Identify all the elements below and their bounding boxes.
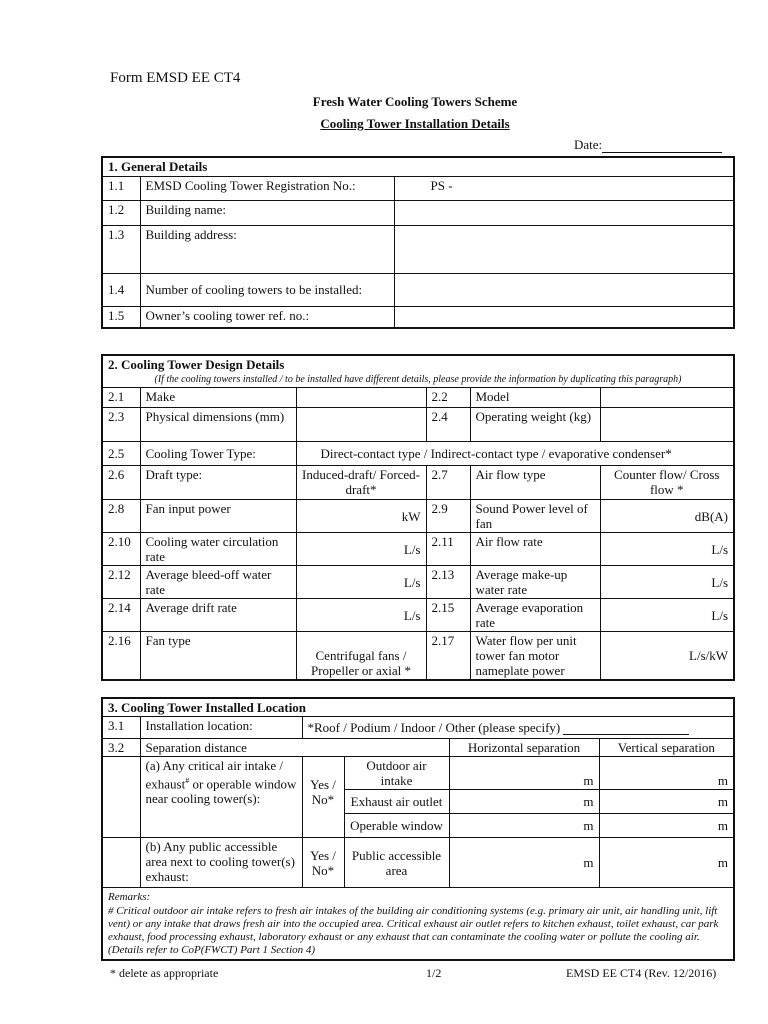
make-label: Make: [140, 388, 296, 408]
air-flow-type-options[interactable]: Counter flow/ Cross flow *: [600, 466, 734, 500]
drift-rate-label: Average drift rate: [140, 599, 296, 632]
building-address-field[interactable]: [394, 225, 734, 273]
empty-cell: [102, 838, 140, 888]
exhaust-air-outlet-vertical[interactable]: m: [599, 790, 734, 814]
tower-count-field[interactable]: [394, 273, 734, 306]
evaporation-rate-label: Average evaporation rate: [470, 599, 600, 632]
dimensions-field[interactable]: [296, 408, 426, 442]
date-line[interactable]: [602, 139, 722, 153]
circulation-rate-field[interactable]: L/s: [296, 533, 426, 566]
critical-intake-yes-no[interactable]: Yes / No*: [302, 757, 344, 838]
row-number: 2.1: [102, 388, 140, 408]
row-number: 2.7: [426, 466, 470, 500]
row-number: 2.10: [102, 533, 140, 566]
row-number: 1.2: [102, 200, 140, 225]
row-number: 2.13: [426, 566, 470, 599]
date-label: Date:: [574, 137, 603, 152]
section-heading: 3. Cooling Tower Installed Location: [102, 698, 734, 717]
row-number: 2.3: [102, 408, 140, 442]
other-specify-line[interactable]: [563, 721, 689, 735]
weight-field[interactable]: [600, 408, 734, 442]
operable-window-horizontal[interactable]: m: [449, 814, 599, 838]
exhaust-air-outlet-label: Exhaust air outlet: [344, 790, 449, 814]
row-number: 2.17: [426, 632, 470, 681]
tower-type-label: Cooling Tower Type:: [140, 442, 296, 466]
draft-type-label: Draft type:: [140, 466, 296, 500]
building-name-label: Building name:: [140, 200, 394, 225]
bleed-off-label: Average bleed-off water rate: [140, 566, 296, 599]
row-number: 1.3: [102, 225, 140, 273]
row-number: 2.14: [102, 599, 140, 632]
air-flow-rate-field[interactable]: L/s: [600, 533, 734, 566]
installed-location-table: [101, 697, 735, 961]
public-area-horizontal[interactable]: m: [449, 838, 599, 888]
model-label: Model: [470, 388, 600, 408]
design-details-table: [101, 354, 735, 681]
section-note: (If the cooling towers installed / to be installed have different details, please provide the information by duplicating this paragraph): [154, 374, 682, 385]
sound-power-field[interactable]: dB(A): [600, 500, 734, 533]
registration-label: EMSD Cooling Tower Registration No.:: [140, 176, 394, 200]
separation-distance-label: Separation distance: [140, 739, 449, 757]
drift-rate-field[interactable]: L/s: [296, 599, 426, 632]
date-field[interactable]: [574, 137, 722, 153]
form-subtitle: Cooling Tower Installation Details: [320, 116, 510, 131]
form-revision: EMSD EE CT4 (Rev. 12/2016): [566, 966, 717, 980]
page-number: 1/2: [426, 966, 442, 980]
row-number: 2.11: [426, 533, 470, 566]
row-number: 2.8: [102, 500, 140, 533]
outdoor-air-intake-horizontal[interactable]: m: [449, 757, 599, 790]
public-area-question-label: (b) Any public accessible area next to cooling tower(s) exhaust:: [140, 838, 302, 888]
outdoor-air-intake-vertical[interactable]: m: [599, 757, 734, 790]
general-details-table: [101, 156, 735, 329]
row-number: 2.15: [426, 599, 470, 632]
row-number: 3.2: [102, 739, 140, 757]
building-address-label: Building address:: [140, 225, 394, 273]
public-area-yes-no[interactable]: Yes / No*: [302, 838, 344, 888]
evaporation-rate-field[interactable]: L/s: [600, 599, 734, 632]
row-number: 3.1: [102, 717, 140, 739]
form-title: Fresh Water Cooling Towers Scheme: [312, 94, 518, 109]
section-heading: 2. Cooling Tower Design Details: [108, 357, 285, 372]
tower-type-options[interactable]: Direct-contact type / Indirect-contact type / evaporative condenser*: [296, 442, 734, 466]
location-options-text[interactable]: *Roof / Podium / Indoor / Other (please specify): [307, 720, 561, 735]
row-number: 2.12: [102, 566, 140, 599]
sound-power-label: Sound Power level of fan: [470, 500, 600, 533]
form-code: Form EMSD EE CT4: [110, 70, 241, 86]
empty-cell: [102, 757, 140, 838]
air-flow-type-label: Air flow type: [470, 466, 600, 500]
exhaust-air-outlet-horizontal[interactable]: m: [449, 790, 599, 814]
row-number: 1.1: [102, 176, 140, 200]
vertical-separation-header: Vertical separation: [599, 739, 734, 757]
footer-note: * delete as appropriate: [110, 966, 219, 980]
circulation-rate-label: Cooling water circulation rate: [140, 533, 296, 566]
remarks-label: Remarks:: [108, 891, 151, 903]
tower-count-label: Number of cooling towers to be installed:: [140, 273, 394, 306]
row-number: 1.5: [102, 306, 140, 328]
horizontal-separation-header: Horizontal separation: [449, 739, 599, 757]
draft-type-options[interactable]: Induced-draft/ Forced-draft*: [296, 466, 426, 500]
make-up-label: Average make-up water rate: [470, 566, 600, 599]
section-heading: 1. General Details: [102, 157, 734, 176]
make-field[interactable]: [296, 388, 426, 408]
registration-field[interactable]: PS -: [394, 176, 734, 200]
row-number: 2.5: [102, 442, 140, 466]
public-accessible-area-label: Public accessible area: [344, 838, 449, 888]
row-number: 2.16: [102, 632, 140, 681]
water-flow-per-power-field[interactable]: L/s/kW: [600, 632, 734, 681]
fan-type-label: Fan type: [140, 632, 296, 681]
row-number: 2.2: [426, 388, 470, 408]
installation-location-label: Installation location:: [140, 717, 302, 739]
bleed-off-field[interactable]: L/s: [296, 566, 426, 599]
fan-type-options[interactable]: Centrifugal fans / Propeller or axial *: [296, 632, 426, 681]
model-field[interactable]: [600, 388, 734, 408]
make-up-field[interactable]: L/s: [600, 566, 734, 599]
air-flow-rate-label: Air flow rate: [470, 533, 600, 566]
dimensions-label: Physical dimensions (mm): [140, 408, 296, 442]
owner-ref-label: Owner’s cooling tower ref. no.:: [140, 306, 394, 328]
row-number: 2.4: [426, 408, 470, 442]
fan-power-label: Fan input power: [140, 500, 296, 533]
critical-intake-label: (a) Any critical air intake / exhaust# or operable window near cooling tower(s):: [140, 757, 302, 838]
owner-ref-field[interactable]: [394, 306, 734, 328]
outdoor-air-intake-label: Outdoor air intake: [344, 757, 449, 790]
water-flow-per-power-label: Water flow per unit tower fan motor nameplate power: [470, 632, 600, 681]
installation-location-options[interactable]: [302, 717, 734, 739]
remarks-text: # Critical outdoor air intake refers to fresh air intakes of the building air conditioning systems (e.g. primary air unit, air handling unit, lift vent) or any intake that draws fresh air into the occupied area. Critical exhaust air outlet refers to kitchen exhaust, toilet exhaust, car park exhaust, food processing exhaust, laboratory exhaust or any exhaust that can contaminate the cooling water or pollute the cooling air. (Details refer to CoP(FWCT) Part 1 Section 4): [108, 905, 719, 956]
operable-window-vertical[interactable]: m: [599, 814, 734, 838]
building-name-field[interactable]: [394, 200, 734, 225]
weight-label: Operating weight (kg): [470, 408, 600, 442]
row-number: 2.6: [102, 466, 140, 500]
public-area-vertical[interactable]: m: [599, 838, 734, 888]
fan-power-field[interactable]: kW: [296, 500, 426, 533]
operable-window-label: Operable window: [344, 814, 449, 838]
row-number: 1.4: [102, 273, 140, 306]
row-number: 2.9: [426, 500, 470, 533]
